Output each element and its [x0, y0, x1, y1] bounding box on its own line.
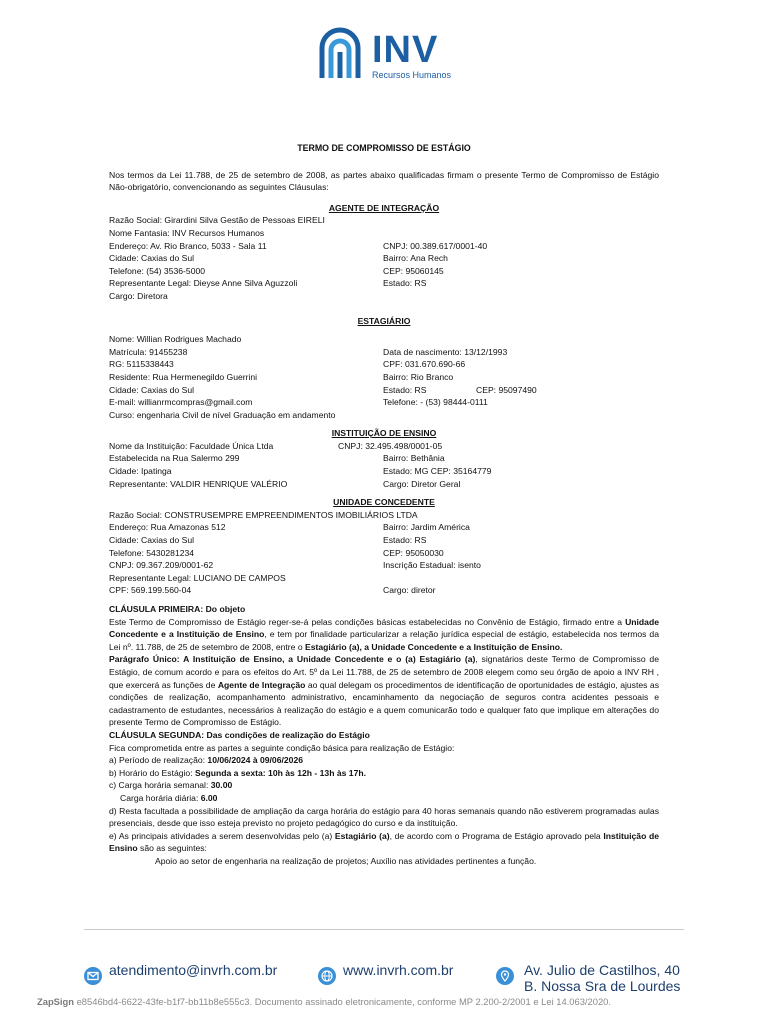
concedente-telefone: Telefone: 5430281234	[109, 547, 195, 558]
estagiario-nascimento: Data de nascimento: 13/12/1993	[383, 346, 508, 357]
agente-bairro: Bairro: Ana Rech	[383, 253, 448, 264]
clausula-segunda-heading: CLÁUSULA SEGUNDA: Das condições de realização do Estágio	[109, 729, 370, 740]
instituicao-cnpj: CNPJ: 32.495.498/0001-05	[338, 440, 443, 451]
concedente-representante: Representante Legal: LUCIANO DE CAMPOS	[109, 572, 286, 583]
estagiario-cidade: Cidade: Caxias do Sul	[109, 384, 195, 395]
clausula-primeira-paragraph: Este Termo de Compromisso de Estágio reger-se-á pelas condições básicas estabelecidas no Convênio de Estágio, firmado entre a Unidade Concedente e a Instituição de Ensino, e tem por finalidade particularizar a relação jurídica especial de estágio, estabelecida nos termos da Lei nº. 11.788, de 25 de setembro de 2008, entre o Estagiário (a), a Unidade Concedente e a Instituição de Ensino.	[109, 616, 659, 652]
clausula-primeira-heading: CLÁUSULA PRIMEIRA: Do objeto	[109, 604, 246, 614]
item-b-horario: b) Horário do Estágio: Segunda a sexta: 10h às 12h - 13h às 17h.	[109, 767, 366, 778]
instituicao-cidade: Cidade: Ipatinga	[109, 466, 172, 477]
paragrafo-unico: Parágrafo Único: A Instituição de Ensino, a Unidade Concedente e o (a) Estagiário (a), signatários deste Termo de Compromisso de Estágio, de comum acordo e para os efeitos do Art. 5º da Lei 11.788, de 25 de setembro de 2008 elegem como seu órgão de apoio a INV RH , que exercerá as funções de Agente de Integração ao qual delegam os procedimentos de identificação de oportunidades de estágio, ajustes as condições de realização, acompanhamento administrativo, encaminhamento da negociação de seguros contra acidentes pessoais e cadastramento de estudantes, necessários à realização do estágio e a quem comunicarão todo e qualquer fato que implique em alterações do presente Termo de Compromisso de Estágio.	[109, 654, 659, 728]
estagiario-nome: Nome: Willian Rodrigues Machado	[109, 334, 242, 345]
agente-cep: CEP: 95060145	[383, 265, 444, 276]
globe-icon	[318, 967, 336, 985]
item-c-carga-diaria: Carga horária diária: 6.00	[120, 792, 218, 803]
agente-cargo: Cargo: Diretora	[109, 290, 168, 301]
section-heading-agente: AGENTE DE INTEGRAÇÃO	[328, 202, 440, 213]
estagiario-cep: CEP: 95097490	[476, 384, 537, 395]
concedente-inscricao: Inscrição Estadual: isento	[383, 560, 481, 571]
agente-representante: Representante Legal: Dieyse Anne Silva Aguzzoli	[109, 278, 298, 289]
agente-telefone: Telefone: (54) 3536-5000	[109, 265, 206, 276]
logo-subtitle: Recursos Humanos	[372, 70, 452, 80]
section-heading-concedente: UNIDADE CONCEDENTE	[333, 497, 435, 508]
zapsign-text: e8546bd4-6622-43fe-b1f7-bb11b8e555c3. Documento assinado eletronicamente, conforme MP 2.200-2/2001 e Lei 14.063/2020.	[73, 996, 611, 1007]
item-c-carga-semanal: c) Carga horária semanal: 30.00	[109, 780, 233, 791]
concedente-cpf: CPF: 569.199.560-04	[109, 585, 192, 596]
atividades-descricao: Apoio ao setor de engenharia na realização de projetos; Auxílio nas atividades pertinentes a função.	[155, 855, 537, 866]
footer-email-link[interactable]: atendimento@invrh.com.br	[109, 962, 278, 978]
footer-website-link[interactable]: www.invrh.com.br	[343, 962, 454, 978]
agente-fantasia: Nome Fantasia: INV Recursos Humanos	[109, 227, 265, 238]
concedente-cep: CEP: 95050030	[383, 547, 444, 558]
agente-endereco: Endereço: Av. Rio Branco, 5033 - Sala 11	[109, 240, 267, 251]
footer-address-line1: Av. Julio de Castilhos, 40	[524, 962, 680, 978]
concedente-estado: Estado: RS	[383, 535, 427, 546]
footer-divider	[84, 929, 684, 930]
agente-cnpj: CNPJ: 00.389.617/0001-40	[383, 240, 488, 251]
estagiario-curso: Curso: engenharia Civil de nível Graduação em andamento	[109, 409, 336, 420]
instituicao-nome: Nome da Instituição: Faculdade Única Ltda	[109, 440, 274, 451]
agente-razao: Razão Social: Girardini Silva Gestão de Pessoas EIRELI	[109, 215, 325, 226]
zapsign-brand: ZapSign	[37, 996, 74, 1007]
estagiario-rg: RG: 5115338443	[109, 359, 174, 370]
estagiario-cpf: CPF: 031.670.690-66	[383, 359, 466, 370]
agente-cidade: Cidade: Caxias do Sul	[109, 253, 195, 264]
estagiario-bairro: Bairro: Rio Branco	[383, 371, 454, 382]
estagiario-email: E-mail: willianrmcompras@gmail.com	[109, 397, 253, 408]
clausula-segunda-intro: Fica comprometida entre as partes a seguinte condição básica para realização de Estágio:	[109, 742, 455, 753]
estagiario-telefone: Telefone: - (53) 98444-0111	[383, 397, 488, 408]
instituicao-representante: Representante: VALDIR HENRIQUE VALÉRIO	[109, 478, 288, 489]
company-logo	[314, 26, 484, 84]
instituicao-estabelecida: Estabelecida na Rua Salermo 299	[109, 453, 240, 464]
document-title: TERMO DE COMPROMISSO DE ESTÁGIO	[297, 143, 471, 153]
logo-wordmark: INV	[372, 29, 439, 71]
email-icon	[84, 967, 102, 985]
item-e-atividades: e) As principais atividades a serem desenvolvidas pelo (a) Estagiário (a), de acordo com o Programa de Estágio aprovado pela Instituição de Ensino são as seguintes:	[109, 830, 659, 854]
instituicao-estado-cep: Estado: MG CEP: 35164779	[383, 466, 492, 477]
location-pin-icon	[496, 967, 514, 985]
concedente-endereco: Endereço: Rua Amazonas 512	[109, 522, 226, 533]
footer-address-line2: B. Nossa Sra de Lourdes	[524, 978, 681, 994]
section-heading-estagiario: ESTAGIÁRIO	[357, 315, 411, 326]
item-d-ampliacao: d) Resta facultada a possibilidade de ampliação da carga horária do estágio para 40 horas semanais quando não estiverem programadas aulas presenciais, desde que isso esteja previsto no projeto pedagógico do curso e da instituição.	[109, 805, 659, 829]
section-heading-instituicao: INSTITUIÇÃO DE ENSINO	[331, 428, 437, 439]
estagiario-residente: Residente: Rua Hermenegildo Guerrini	[109, 371, 258, 382]
estagiario-estado: Estado: RS	[383, 384, 427, 395]
concedente-cnpj: CNPJ: 09.367.209/0001-62	[109, 560, 214, 571]
instituicao-bairro: Bairro: Bethânia	[383, 453, 445, 464]
item-a-periodo: a) Período de realização: 10/06/2024 à 09/06/2026	[109, 755, 303, 766]
instituicao-cargo: Cargo: Diretor Geral	[383, 478, 461, 489]
document-body	[109, 142, 659, 867]
inv-logo-mark-icon	[314, 26, 368, 84]
estagiario-matricula: Matrícula: 91455238	[109, 346, 188, 357]
concedente-bairro: Bairro: Jardim América	[383, 522, 470, 533]
concedente-razao: Razão Social: CONSTRUSEMPRE EMPREENDIMENTOS IMOBILIÁRIOS LTDA	[109, 509, 418, 520]
intro-paragraph: Nos termos da Lei 11.788, de 25 de setembro de 2008, as partes abaixo qualificadas firmam o presente Termo de Compromisso de Estágio Não-obrigatório, convencionando as seguintes Cláusulas:	[109, 169, 659, 193]
concedente-cargo: Cargo: diretor	[383, 585, 436, 596]
zapsign-signature-note	[37, 996, 611, 1007]
agente-estado: Estado: RS	[383, 278, 427, 289]
concedente-cidade: Cidade: Caxias do Sul	[109, 535, 195, 546]
